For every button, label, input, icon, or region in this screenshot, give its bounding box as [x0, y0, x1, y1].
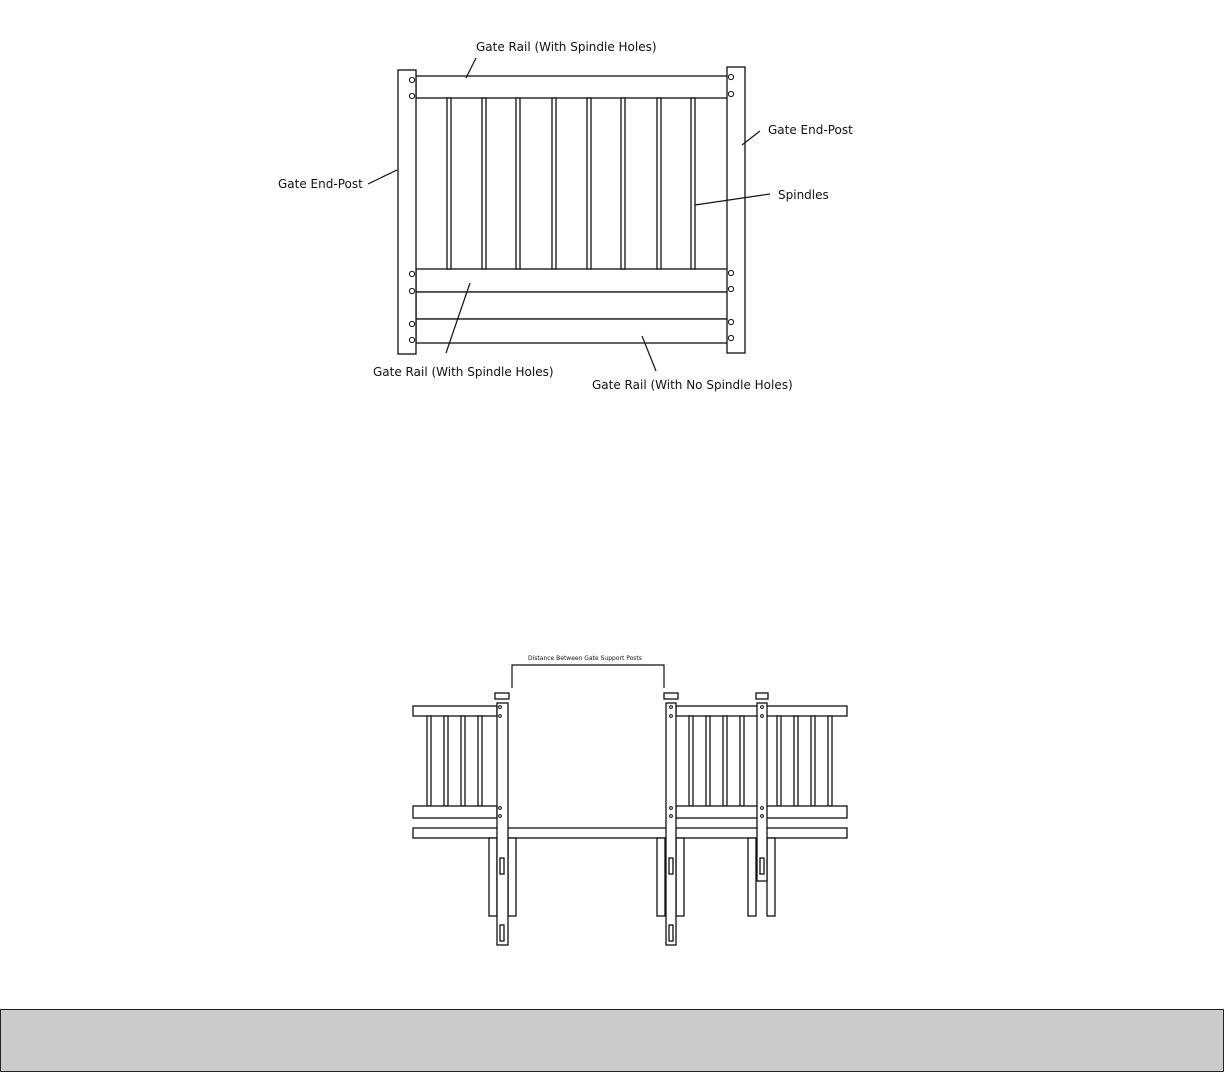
spindle [516, 98, 520, 269]
right-gate-end-post [727, 67, 745, 353]
spindle [621, 98, 625, 269]
spindle [691, 98, 695, 269]
spindles [447, 98, 695, 269]
spindle [447, 98, 451, 269]
distance-bracket [512, 665, 664, 688]
label-right-gate-end-post: Gate End-Post [768, 123, 853, 137]
label-lower-gate-rail: Gate Rail (With Spindle Holes) [373, 365, 554, 379]
lower-gate-rail [416, 269, 728, 292]
spindle [552, 98, 556, 269]
top-gate-rail [416, 76, 728, 98]
left-section-top-rail [413, 706, 497, 716]
label-spindles: Spindles [778, 188, 829, 202]
bottom-gate-rail [416, 319, 728, 343]
left-gate-end-post [398, 70, 416, 354]
label-bottom-gate-rail: Gate Rail (With No Spindle Holes) [592, 378, 793, 392]
leader-left-post [368, 170, 397, 184]
left-section-lower-rail [413, 806, 497, 818]
label-top-gate-rail: Gate Rail (With Spindle Holes) [476, 40, 657, 54]
spindle [482, 98, 486, 269]
line-post [757, 703, 767, 881]
left-gate-support-post [497, 703, 508, 945]
gate-support-posts-diagram [413, 665, 847, 945]
ground-rail [413, 828, 847, 838]
footer-bar [0, 1009, 1224, 1072]
spindle [657, 98, 661, 269]
label-left-gate-end-post: Gate End-Post [278, 177, 363, 191]
spindle [587, 98, 591, 269]
label-distance-between-posts: Distance Between Gate Support Posts [528, 655, 642, 662]
right-gate-support-post [666, 703, 676, 945]
leader-top-rail [466, 58, 476, 78]
